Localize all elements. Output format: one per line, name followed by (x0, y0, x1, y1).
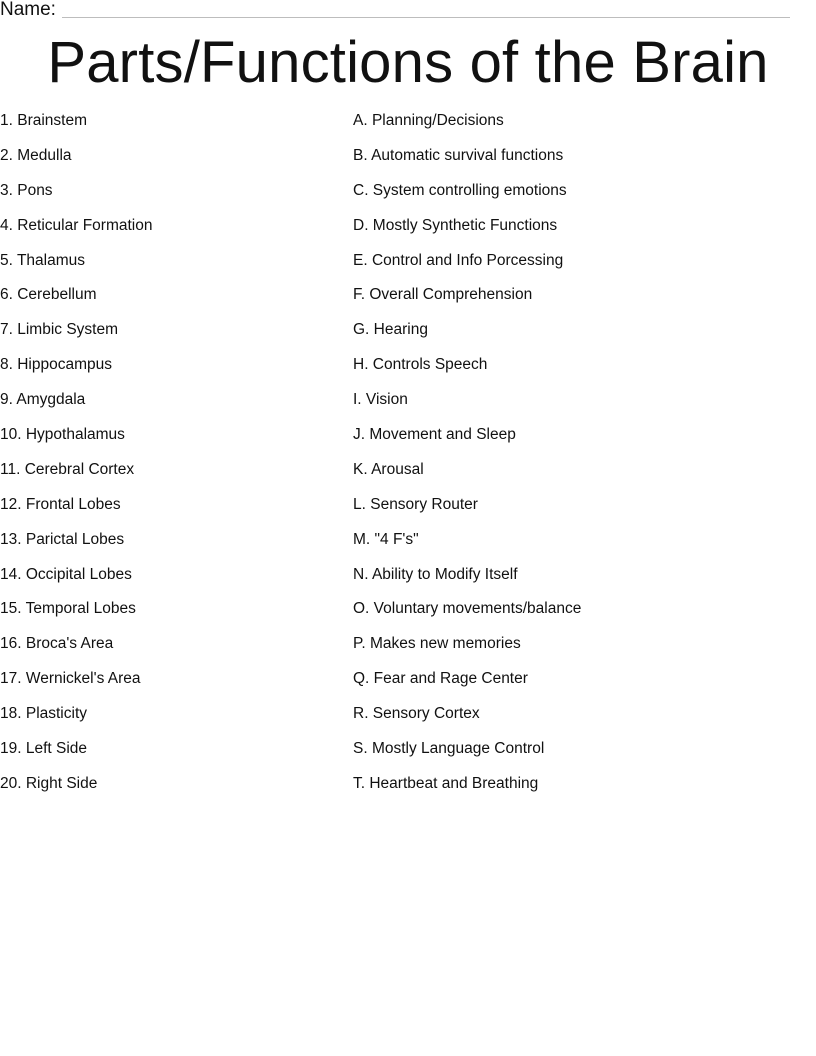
term-item: 1. Brainstem (0, 112, 88, 129)
term-item: 10. Hypothalamus (0, 426, 125, 444)
name-label: Name: (0, 0, 56, 20)
term-item: 12. Frontal Lobes (0, 495, 121, 513)
term-item: 15. Temporal Lobes (0, 600, 136, 618)
definition-item: C. System controlling emotions (353, 181, 567, 199)
name-blank-line (62, 17, 790, 18)
term-item: 17. Wernickel's Area (0, 670, 141, 688)
definition-item: F. Overall Comprehension (353, 286, 533, 304)
term-item: 6. Cerebellum (0, 286, 97, 304)
term-item: 13. Parictal Lobes (0, 530, 125, 548)
term-item: 7. Limbic System (0, 321, 119, 339)
definition-item: H. Controls Speech (353, 356, 488, 374)
term-item: 19. Left Side (0, 740, 88, 758)
term-item: 5. Thalamus (0, 251, 86, 269)
definition-item: T. Heartbeat and Breathing (353, 774, 539, 792)
definition-item: D. Mostly Synthetic Functions (353, 216, 558, 234)
definition-item: B. Automatic survival functions (353, 146, 564, 164)
term-item: 4. Reticular Formation (0, 216, 153, 234)
definition-item: M. "4 F's" (353, 530, 419, 548)
definition-item: J. Movement and Sleep (353, 426, 516, 444)
worksheet-title: Parts/Functions of the Brain (47, 30, 769, 95)
name-row (0, 0, 790, 22)
term-item: 20. Right Side (0, 774, 98, 792)
term-item: 8. Hippocampus (0, 356, 113, 374)
term-item: 3. Pons (0, 181, 53, 199)
term-item: 2. Medulla (0, 146, 72, 164)
definition-item: K. Arousal (353, 460, 424, 478)
definition-item: O. Voluntary movements/balance (353, 600, 582, 618)
definition-item: P. Makes new memories (353, 635, 521, 653)
term-item: 9. Amygdala (0, 391, 86, 409)
definition-item: I. Vision (353, 391, 408, 409)
definitions-list (353, 111, 793, 809)
definition-item: Q. Fear and Rage Center (353, 670, 528, 688)
term-item: 18. Plasticity (0, 705, 88, 723)
definition-item: G. Hearing (353, 321, 428, 339)
definition-item: R. Sensory Cortex (353, 705, 480, 723)
definition-item: S. Mostly Language Control (353, 740, 545, 758)
terms-list (0, 111, 340, 809)
definition-item: A. Planning/Decisions (353, 112, 504, 129)
term-item: 11. Cerebral Cortex (0, 460, 135, 478)
term-item: 16. Broca's Area (0, 635, 114, 653)
term-item: 14. Occipital Lobes (0, 565, 132, 583)
definition-item: E. Control and Info Porcessing (353, 251, 564, 269)
definition-item: N. Ability to Modify Itself (353, 565, 518, 583)
definition-item: L. Sensory Router (353, 495, 478, 513)
